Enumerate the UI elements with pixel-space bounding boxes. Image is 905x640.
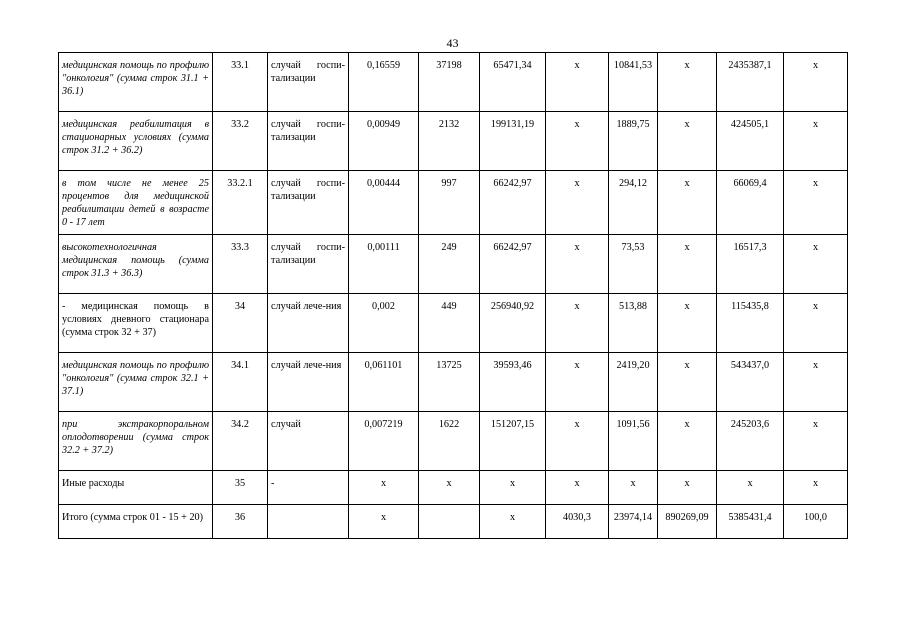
table-row xyxy=(59,412,885,471)
volume-cell: х xyxy=(419,471,480,505)
volume-per-capita-cell: 0,00949 xyxy=(349,112,419,171)
percent-cell: х xyxy=(784,53,848,112)
row-code-cell: 33.2.1 xyxy=(213,171,268,235)
row-name-cell: в том числе не менее 25 процентов для медицинской реабилитации детей в возрасте 0 - 17 лет xyxy=(59,171,213,235)
volume-per-capita-cell: 0,16559 xyxy=(349,53,419,112)
budget-total-cell: х xyxy=(658,412,717,471)
row-code-cell: 35 xyxy=(213,471,268,505)
row-code-cell: 34.1 xyxy=(213,353,268,412)
oms-total-cell: 16517,3 xyxy=(717,235,784,294)
table-row xyxy=(59,235,885,294)
oms-per-capita-cell: 1889,75 xyxy=(609,112,658,171)
volume-cell: 2132 xyxy=(419,112,480,171)
budget-per-capita-cell: 4030,3 xyxy=(546,505,609,539)
oms-total-cell: 5385431,4 xyxy=(717,505,784,539)
oms-total-cell: х xyxy=(717,471,784,505)
volume-cell: 997 xyxy=(419,171,480,235)
volume-per-capita-cell: 0,007219 xyxy=(349,412,419,471)
row-code-cell: 33.1 xyxy=(213,53,268,112)
unit-cost-cell: 39593,46 xyxy=(480,353,546,412)
budget-total-cell: х xyxy=(658,112,717,171)
volume-cell xyxy=(419,505,480,539)
table-row xyxy=(59,353,885,412)
budget-total-cell: х xyxy=(658,171,717,235)
table-row xyxy=(59,294,885,353)
budget-total-cell: х xyxy=(658,53,717,112)
table-row xyxy=(59,171,885,235)
row-code-cell: 33.2 xyxy=(213,112,268,171)
volume-cell: 249 xyxy=(419,235,480,294)
volume-per-capita-cell: 0,00444 xyxy=(349,171,419,235)
oms-total-cell: 2435387,1 xyxy=(717,53,784,112)
budget-per-capita-cell: х xyxy=(546,53,609,112)
row-code-cell: 34 xyxy=(213,294,268,353)
row-code-cell: 33.3 xyxy=(213,235,268,294)
percent-cell: 100,0 xyxy=(784,505,848,539)
row-code-cell: 34.2 xyxy=(213,412,268,471)
budget-per-capita-cell: х xyxy=(546,171,609,235)
unit-cost-cell: 256940,92 xyxy=(480,294,546,353)
budget-per-capita-cell: х xyxy=(546,353,609,412)
oms-per-capita-cell: х xyxy=(609,471,658,505)
row-name-cell: Иные расходы xyxy=(59,471,213,505)
oms-total-cell: 424505,1 xyxy=(717,112,784,171)
table-row xyxy=(59,53,885,112)
volume-per-capita-cell: 0,002 xyxy=(349,294,419,353)
oms-per-capita-cell: 1091,56 xyxy=(609,412,658,471)
table-row xyxy=(59,505,885,539)
budget-total-cell: х xyxy=(658,294,717,353)
budget-per-capita-cell: х xyxy=(546,294,609,353)
table-row xyxy=(59,471,885,505)
row-unit-cell: случай госпи-тализации xyxy=(268,235,349,294)
oms-total-cell: 115435,8 xyxy=(717,294,784,353)
oms-per-capita-cell: 10841,53 xyxy=(609,53,658,112)
oms-per-capita-cell: 73,53 xyxy=(609,235,658,294)
volume-cell: 13725 xyxy=(419,353,480,412)
budget-total-cell: х xyxy=(658,471,717,505)
volume-per-capita-cell: 0,00111 xyxy=(349,235,419,294)
oms-total-cell: 245203,6 xyxy=(717,412,784,471)
row-name-cell: медицинская реабилитация в стационарных условиях (сумма строк 31.2 + 36.2) xyxy=(59,112,213,171)
row-unit-cell: случай госпи-тализации xyxy=(268,112,349,171)
percent-cell: х xyxy=(784,294,848,353)
row-name-cell: медицинская помощь по профилю "онкология" (сумма строк 31.1 + 36.1) xyxy=(59,53,213,112)
oms-per-capita-cell: 294,12 xyxy=(609,171,658,235)
budget-per-capita-cell: х xyxy=(546,112,609,171)
row-name-cell: при экстракорпоральном оплодотворении (сумма строк 32.2 + 37.2) xyxy=(59,412,213,471)
row-name-cell: медицинская помощь по профилю "онкология" (сумма строк 32.1 + 37.1) xyxy=(59,353,213,412)
budget-total-cell: х xyxy=(658,235,717,294)
percent-cell: х xyxy=(784,112,848,171)
oms-per-capita-cell: 2419,20 xyxy=(609,353,658,412)
row-unit-cell: - xyxy=(268,471,349,505)
page-number: 43 xyxy=(446,36,459,50)
unit-cost-cell: х xyxy=(480,471,546,505)
volume-cell: 449 xyxy=(419,294,480,353)
budget-per-capita-cell: х xyxy=(546,471,609,505)
row-unit-cell xyxy=(268,505,349,539)
unit-cost-cell: 66242,97 xyxy=(480,171,546,235)
percent-cell: х xyxy=(784,353,848,412)
budget-per-capita-cell: х xyxy=(546,235,609,294)
row-unit-cell: случай госпи-тализации xyxy=(268,53,349,112)
row-unit-cell: случай госпи-тализации xyxy=(268,171,349,235)
row-code-cell: 36 xyxy=(213,505,268,539)
row-unit-cell: случай лече-ния xyxy=(268,353,349,412)
volume-per-capita-cell: х xyxy=(349,471,419,505)
unit-cost-cell: 66242,97 xyxy=(480,235,546,294)
row-unit-cell: случай лече-ния xyxy=(268,294,349,353)
percent-cell: х xyxy=(784,412,848,471)
volume-cell: 37198 xyxy=(419,53,480,112)
oms-per-capita-cell: 513,88 xyxy=(609,294,658,353)
budget-per-capita-cell: х xyxy=(546,412,609,471)
percent-cell: х xyxy=(784,471,848,505)
oms-per-capita-cell: 23974,14 xyxy=(609,505,658,539)
unit-cost-cell: 199131,19 xyxy=(480,112,546,171)
volume-per-capita-cell: 0,061101 xyxy=(349,353,419,412)
oms-total-cell: 66069,4 xyxy=(717,171,784,235)
row-unit-cell: случай xyxy=(268,412,349,471)
budget-total-cell: х xyxy=(658,353,717,412)
percent-cell: х xyxy=(784,235,848,294)
row-name-cell: Итого (сумма строк 01 - 15 + 20) xyxy=(59,505,213,539)
budget-total-cell: 890269,09 xyxy=(658,505,717,539)
percent-cell: х xyxy=(784,171,848,235)
unit-cost-cell: 151207,15 xyxy=(480,412,546,471)
unit-cost-cell: 65471,34 xyxy=(480,53,546,112)
financing-table xyxy=(58,52,885,539)
table-row xyxy=(59,112,885,171)
row-name-cell: - медицинская помощь в условиях дневного стационара (сумма строк 32 + 37) xyxy=(59,294,213,353)
volume-per-capita-cell: х xyxy=(349,505,419,539)
volume-cell: 1622 xyxy=(419,412,480,471)
row-name-cell: высокотехнологичная медицинская помощь (сумма строк 31.3 + 36.3) xyxy=(59,235,213,294)
unit-cost-cell: х xyxy=(480,505,546,539)
oms-total-cell: 543437,0 xyxy=(717,353,784,412)
